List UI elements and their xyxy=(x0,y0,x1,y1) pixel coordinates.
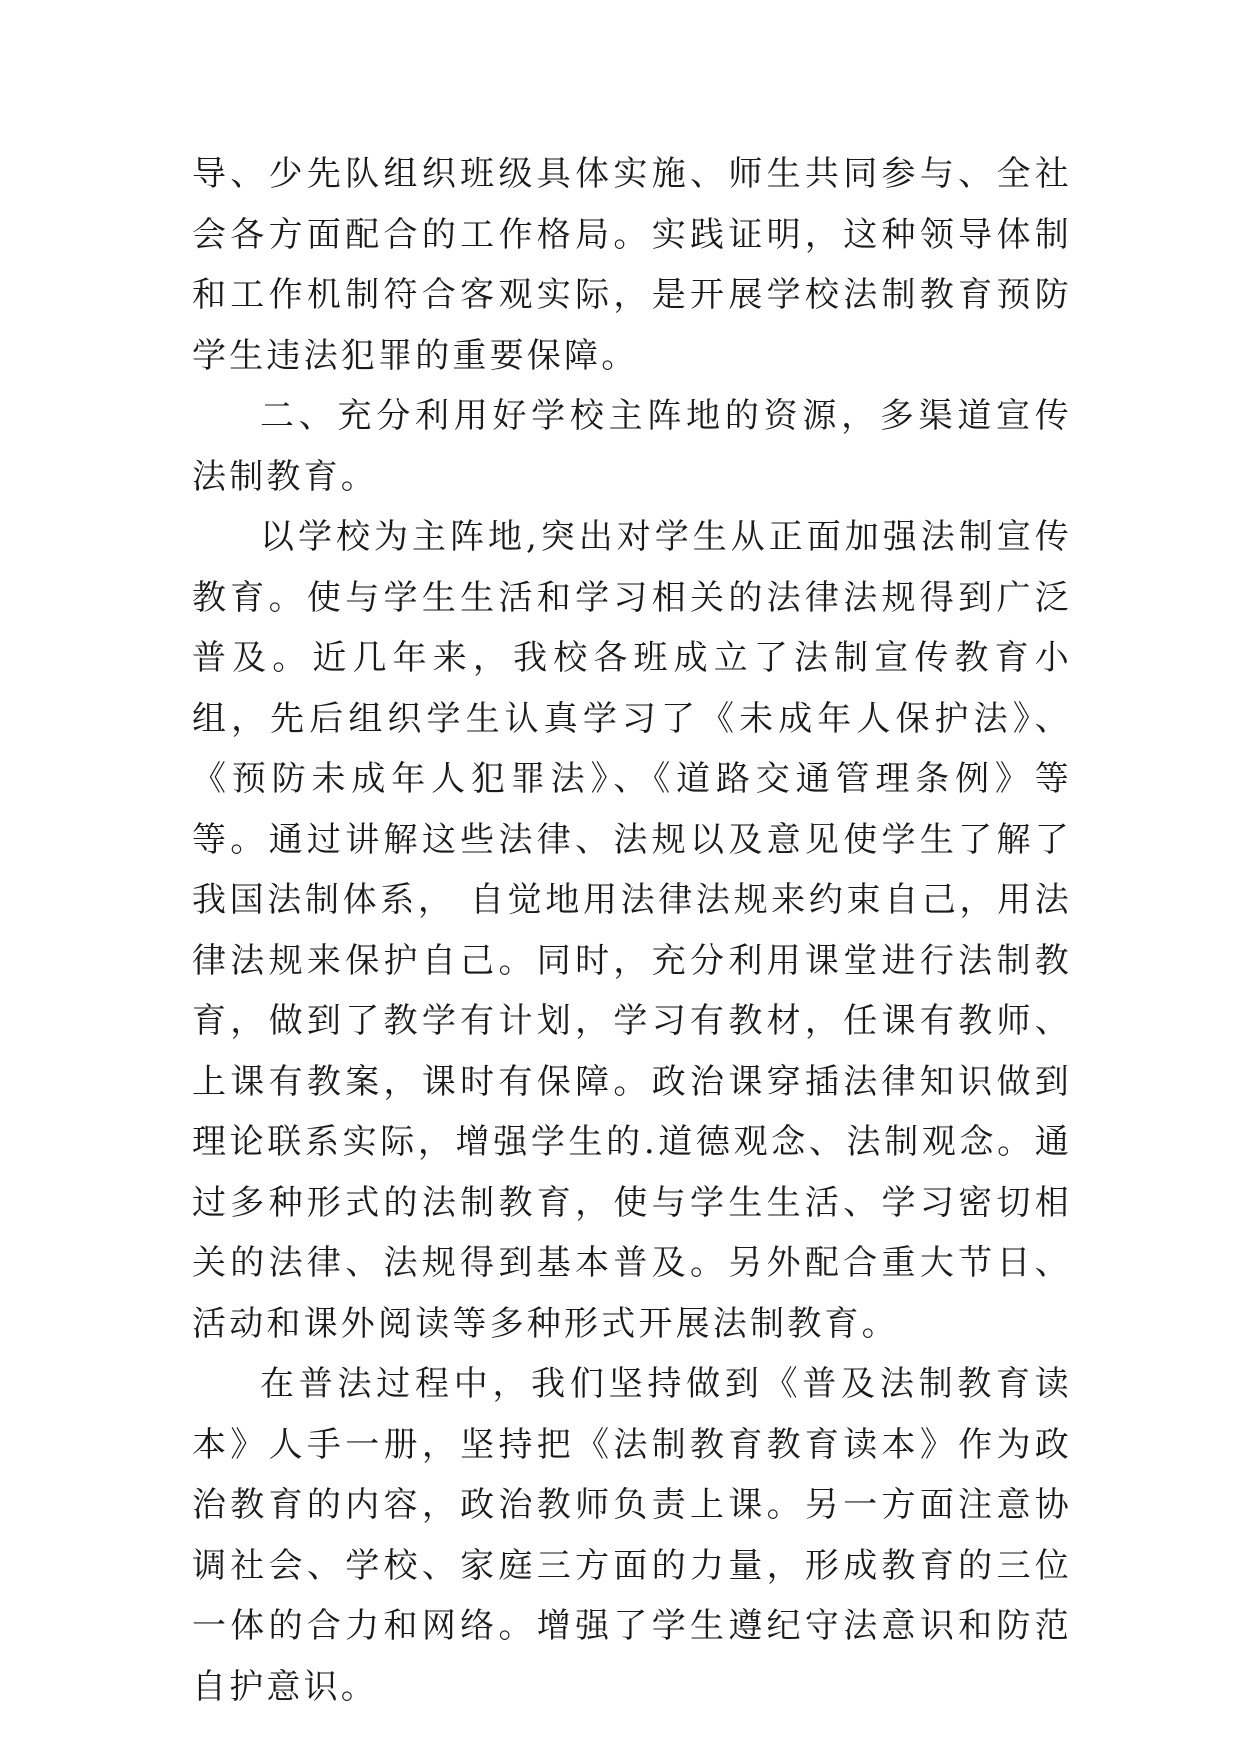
paragraph-law-popularization: 在普法过程中，我们坚持做到《普及法制教育读本》人手一册，坚持把《法制教育教育读本》作为政治教育的内容，政治教师负责上课。另一方面注意协调社会、学校、家庭三方面的力量，形成教育的三位一体的合力和网络。增强了学生遵纪守法意识和防范自护意识。 xyxy=(192,1364,1072,1707)
document-body xyxy=(192,144,1072,1717)
paragraph-leadership-structure: 导、少先队组织班级具体实施、师生共同参与、全社会各方面配合的工作格局。实践证明，这种领导体制和工作机制符合客观实际，是开展学校法制教育预防学生违法犯罪的重要保障。 xyxy=(192,154,1072,376)
section-heading-two: 二、充分利用好学校主阵地的资源，多渠道宣传法制教育。 xyxy=(192,396,1072,497)
paragraph-school-publicity: 以学校为主阵地,突出对学生从正面加强法制宣传教育。使与学生生活和学习相关的法律法规得到广泛普及。近几年来，我校各班成立了法制宣传教育小组，先后组织学生认真学习了《未成年人保护法》、《预防未成年人犯罪法》、《道路交通管理条例》等等。通过讲解这些法律、法规以及意见使学生了解了我国法制体系， 自觉地用法律法规来约束自己，用法律法规来保护自己。同时，充分利用课堂进行法制教育，做到了教学有计划，学习有教材，任课有教师、上课有教案，课时有保障。政治课穿插法律知识做到理论联系实际，增强学生的.道德观念、法制观念。通过多种形式的法制教育，使与学生生活、学习密切相关的法律、法规得到基本普及。另外配合重大节日、活动和课外阅读等多种形式开展法制教育。 xyxy=(192,517,1072,1344)
